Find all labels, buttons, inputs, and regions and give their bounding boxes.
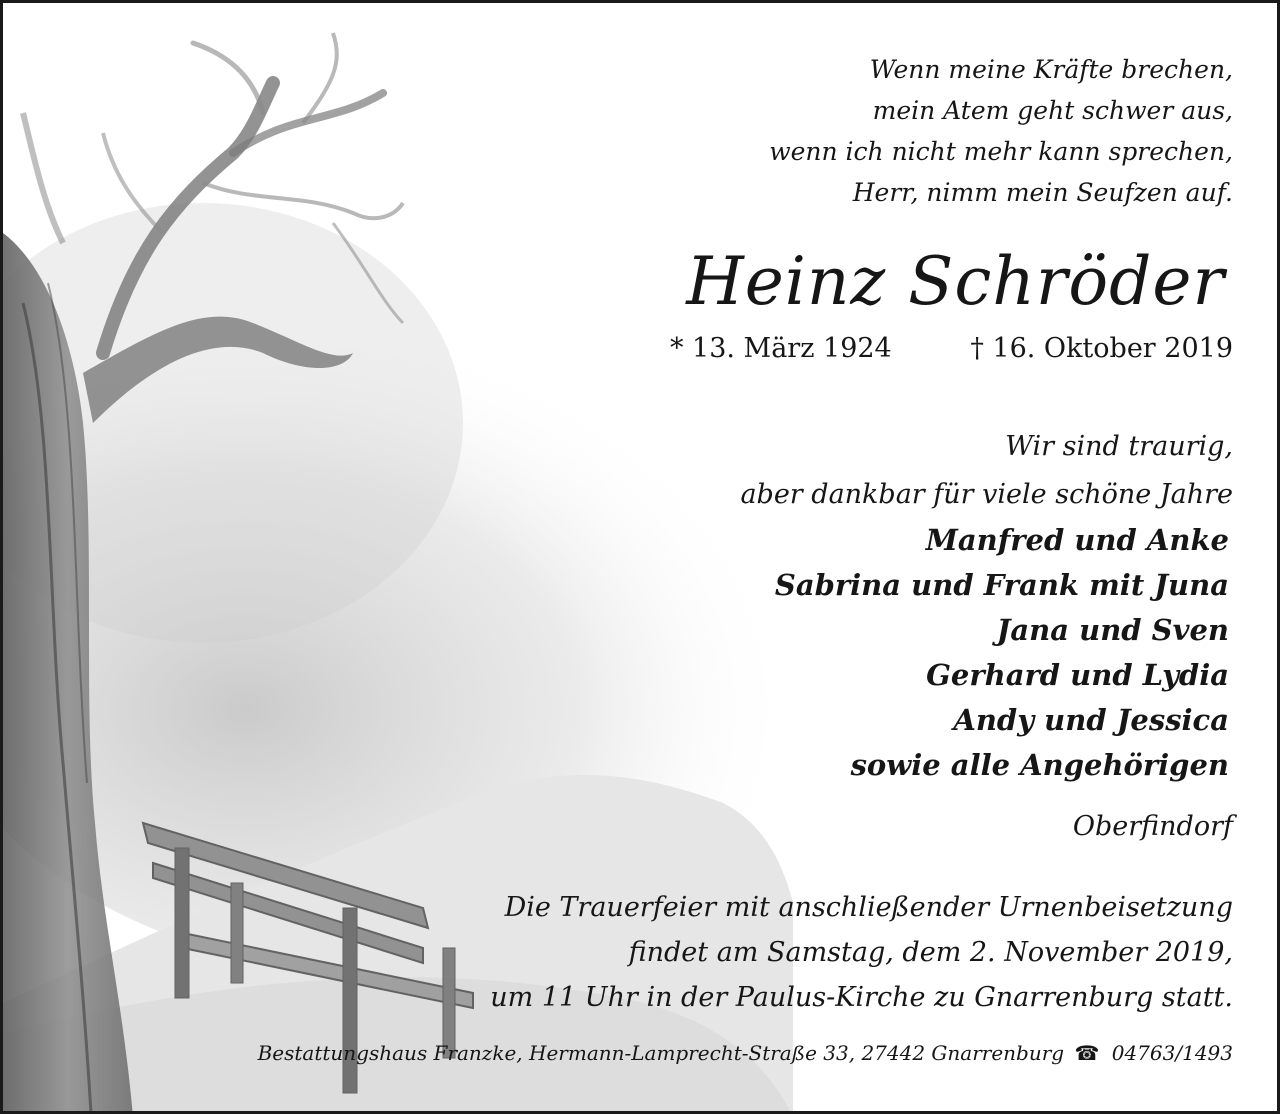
birth-date: * 13. März 1924 (669, 333, 892, 364)
family-member: Gerhard und Lydia (926, 658, 1229, 692)
family-member: sowie alle Angehörigen (850, 748, 1229, 782)
poem-line: Wenn meine Kräfte brechen, (869, 55, 1233, 84)
mourning-text (533, 423, 1233, 519)
family-member: Andy und Jessica (953, 703, 1229, 737)
poem-line: mein Atem geht schwer aus, (872, 96, 1233, 125)
telephone-icon: ☎ (1074, 1041, 1100, 1065)
poem-line: wenn ich nicht mehr kann sprechen, (769, 137, 1233, 166)
death-date: † 16. Oktober 2019 (970, 333, 1233, 364)
place-name: Oberfindorf (1072, 811, 1233, 842)
life-dates (533, 333, 1233, 364)
undertaker-footer (113, 1041, 1233, 1065)
mourning-line: Wir sind traurig, (1005, 431, 1233, 462)
poem (533, 49, 1233, 213)
family-member: Sabrina und Frank mit Juna (774, 568, 1229, 602)
undertaker-address: Bestattungshaus Franzke, Hermann-Lamprecht-Straße 33, 27442 Gnarrenburg (257, 1041, 1065, 1065)
family-member: Jana und Sven (996, 613, 1229, 647)
family-member: Manfred und Anke (925, 523, 1229, 557)
poem-line: Herr, nimm mein Seufzen auf. (852, 178, 1233, 207)
phone-number: 04763/1493 (1111, 1041, 1233, 1065)
funeral-line: findet am Samstag, dem 2. November 2019, (628, 937, 1233, 968)
funeral-line: Die Trauerfeier mit anschließender Urnenbeisetzung (504, 892, 1233, 923)
deceased-name: Heinz Schröder (686, 243, 1225, 320)
mourning-line: aber dankbar für viele schöne Jahre (740, 479, 1233, 510)
family-list (529, 518, 1229, 788)
funeral-line: um 11 Uhr in der Paulus-Kirche zu Gnarrenburg statt. (490, 982, 1233, 1013)
funeral-notice (333, 885, 1233, 1020)
